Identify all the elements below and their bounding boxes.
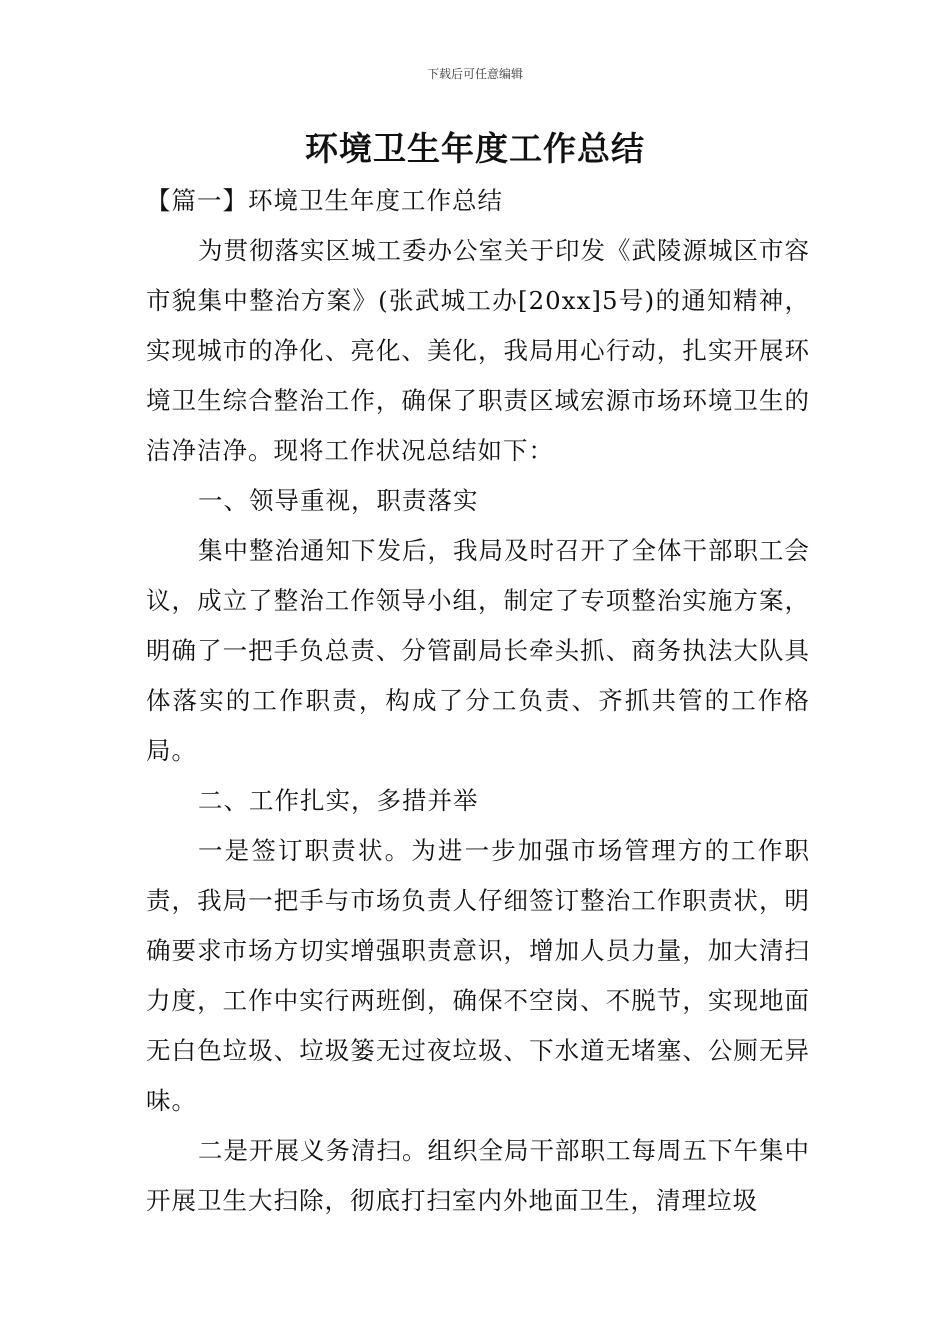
paragraph-cleaning: 二是开展义务清扫。组织全局干部职工每周五下午集中开展卫生大扫除，彻底打扫室内外地面卫生，清理垃圾 <box>146 1136 810 1215</box>
paragraph-responsibility: 一是签订职责状。为进一步加强市场管理方的工作职责，我局一把手与市场负责人仔细签订整治工作职责状，明确要求市场方切实增强职责意识，增加人员力量，加大清扫力度，工作中实行两班倒，确保不空岗、不脱节，实现地面无白色垃圾、垃圾篓无过夜垃圾、下水道无堵塞、公厕无异味。 <box>146 836 810 1115</box>
paragraph-leadership: 集中整治通知下发后，我局及时召开了全体干部职工会议，成立了整治工作领导小组，制定了专项整治实施方案，明确了一把手负总责、分管副局长牵头抓、商务执法大队具体落实的工作职责，构成了分工负责、齐抓共管的工作格局。 <box>146 536 810 765</box>
heading-leadership: 一、领导重视，职责落实 <box>198 486 479 515</box>
header-note: 下载后可任意编辑 <box>426 67 523 81</box>
section-label: 【篇一】环境卫生年度工作总结 <box>146 186 503 215</box>
heading-measures: 二、工作扎实，多措并举 <box>198 786 479 815</box>
document-body <box>146 176 810 1226</box>
paragraph-intro: 为贯彻落实区城工委办公室关于印发《武陵源城区市容市貌集中整治方案》(张武城工办[20xx]5号)的通知精神，实现城市的净化、亮化、美化，我局用心行动，扎实开展环境卫生综合整治工作，确保了职责区域宏源市场环境卫生的洁净洁净。现将工作状况总结如下： <box>146 236 810 465</box>
document-title: 环境卫生年度工作总结 <box>305 129 645 168</box>
